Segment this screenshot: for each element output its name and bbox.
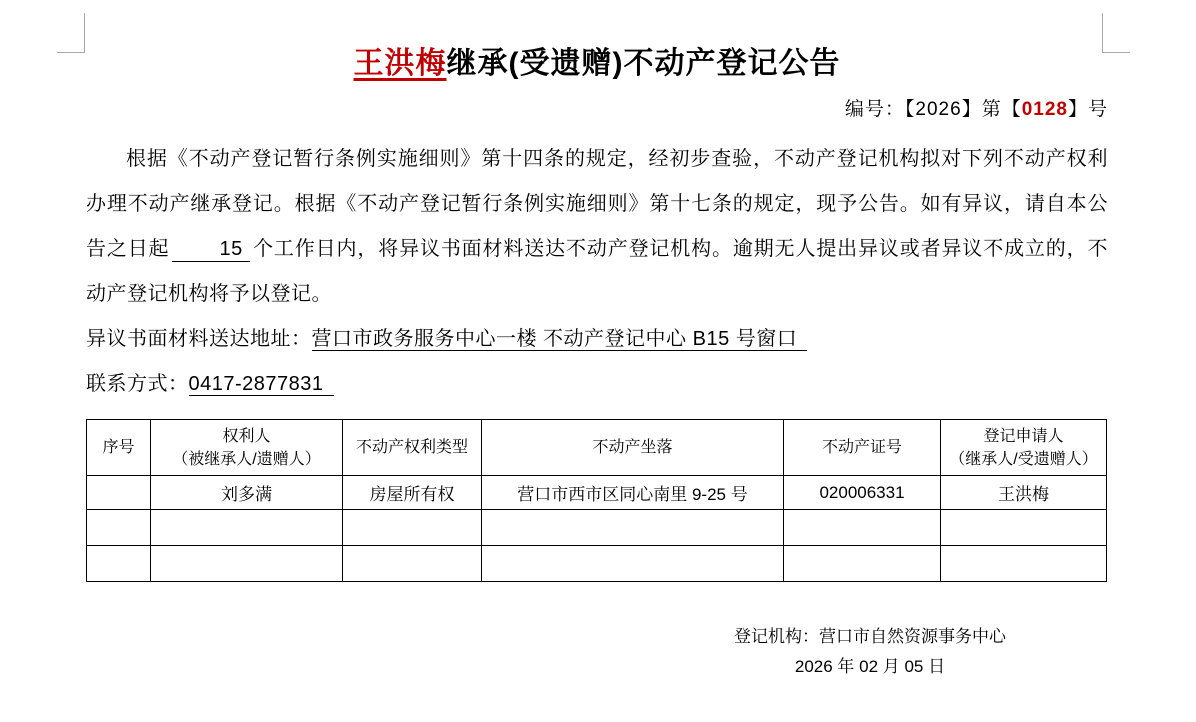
doc-number-prefix: 编号：【 (844, 99, 916, 120)
notice-paragraph (86, 137, 1108, 317)
header-certificate-no: 不动产证号 (784, 420, 941, 476)
paragraph-before-days: 根据《不动产登记暂行条例实施细则》第十四条的规定，经初步查验，不动产登记机构拟对下列不动产权利办理不动产继承登记。根据《不动产登记暂行条例实施细则》第十七条的规定，现予公告。如有异议，请自本公告之日起 (86, 148, 1108, 260)
table-cell: 刘多满 (151, 476, 343, 510)
address-label: 异议书面材料送达地址： (86, 328, 312, 350)
address-value: 营口市政务服务中心一楼 不动产登记中心 B15 号窗口 (312, 328, 808, 351)
doc-number-year: 2026 (915, 99, 962, 120)
header-applicant: 登记申请人 （继承人/受遗赠人） (941, 420, 1107, 476)
header-property-location: 不动产坐落 (482, 420, 784, 476)
contact-label: 联系方式： (86, 373, 189, 395)
table-cell (482, 546, 784, 582)
table-cell (87, 476, 151, 510)
table-cell (151, 510, 343, 546)
doc-number-line (86, 94, 1108, 121)
table-cell (941, 546, 1107, 582)
table-cell (784, 510, 941, 546)
table-row (87, 476, 1107, 510)
announcement-date: 2026 年 02 月 05 日 (794, 657, 946, 676)
header-right-type: 不动产权利类型 (343, 420, 482, 476)
page-title (86, 38, 1108, 82)
table-row (87, 510, 1107, 546)
table-row (87, 546, 1107, 582)
objection-days-value: 15 (172, 237, 249, 262)
title-rest: 继承(受遗赠)不动产登记公告 (446, 47, 841, 80)
paragraph-after-days: 个工作日内，将异议书面材料送达不动产登记机构。逾期无人提出异议或者异议不成立的，不动产登记机构将予以登记。 (86, 238, 1109, 305)
document-content (86, 0, 1108, 682)
table-cell (87, 510, 151, 546)
table-cell: 营口市西市区同心南里 9-25 号 (482, 476, 784, 510)
signature-block (620, 622, 1120, 682)
contact-line (86, 362, 1108, 407)
table-cell (87, 546, 151, 582)
table-cell (784, 546, 941, 582)
table-cell: 房屋所有权 (343, 476, 482, 510)
table-cell: 020006331 (784, 476, 941, 510)
table-cell: 王洪梅 (941, 476, 1107, 510)
registration-agency: 登记机构：营口市自然资源事务中心 (734, 627, 1006, 646)
header-rights-holder: 权利人 （被继承人/遗赠人） (151, 420, 343, 476)
doc-number-mid: 】第【 (961, 99, 1022, 120)
table-cell (343, 510, 482, 546)
table-cell (941, 510, 1107, 546)
address-line (86, 317, 1108, 362)
table-cell (482, 510, 784, 546)
doc-number-suffix: 】号 (1067, 99, 1108, 120)
contact-value: 0417-2877831 (189, 373, 334, 396)
page-margin-mark-top-left (57, 13, 85, 53)
doc-number-serial: 0128 (1021, 99, 1068, 120)
table-cell (151, 546, 343, 582)
applicant-name-highlight: 王洪梅 (353, 47, 447, 80)
registration-table (86, 419, 1107, 582)
table-cell (343, 546, 482, 582)
header-serial-no: 序号 (87, 420, 151, 476)
table-header-row (87, 420, 1107, 476)
